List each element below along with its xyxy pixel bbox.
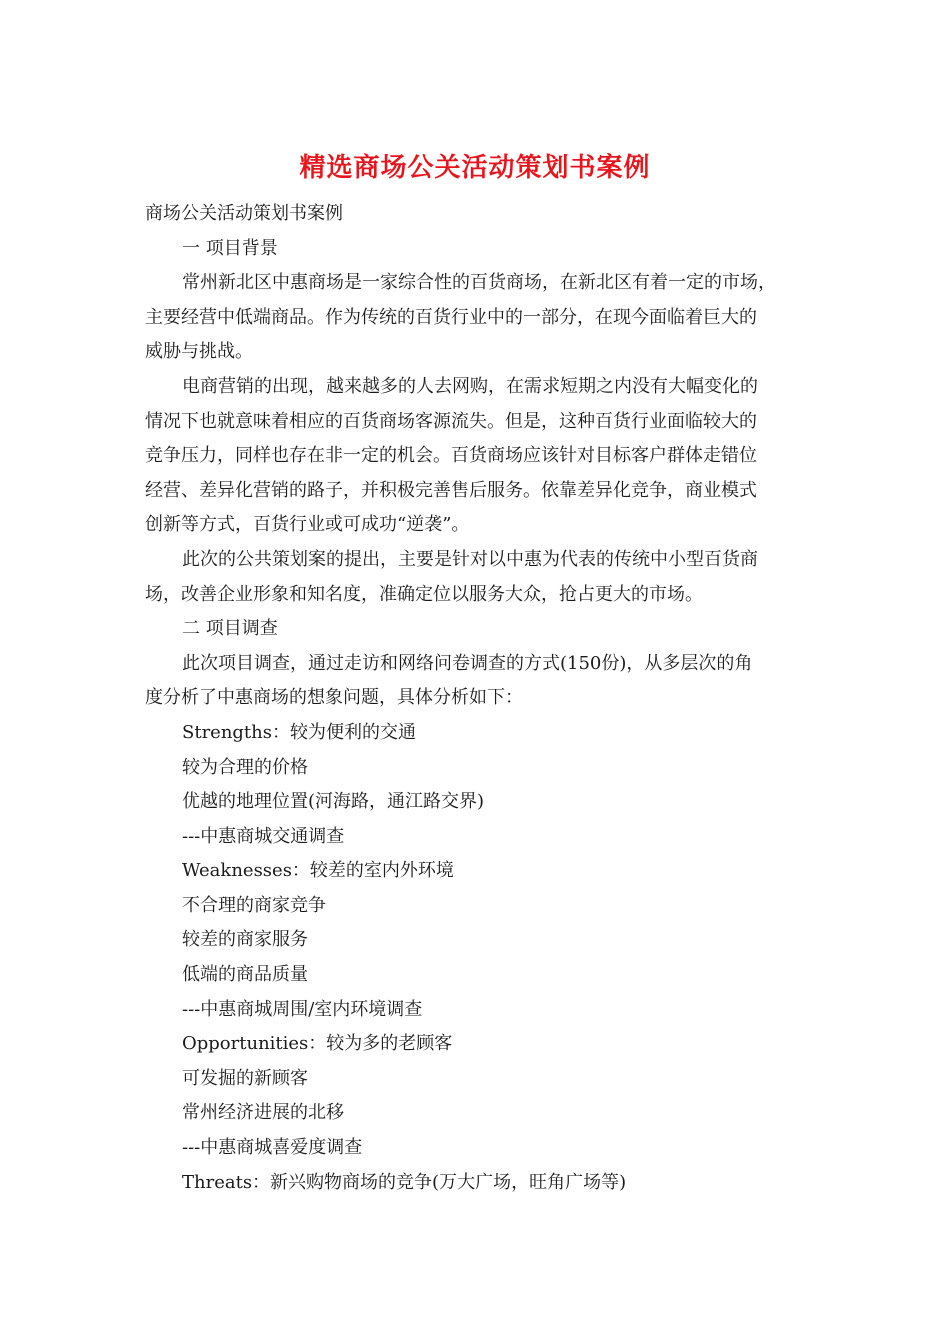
- paragraph-line: 常州经济进展的北移: [182, 1102, 344, 1124]
- paragraph-line: 主要经营中低端商品。作为传统的百货行业中的一部分，在现今面临着巨大的: [145, 306, 757, 328]
- paragraph-line: ---中惠商城交通调查: [182, 825, 345, 847]
- paragraph-line: 较为合理的价格: [182, 756, 308, 778]
- paragraph-line: 此次的公共策划案的提出，主要是针对以中惠为代表的传统中小型百货商: [182, 548, 758, 570]
- paragraph-line: ---中惠商城周围/室内环境调查: [182, 998, 423, 1020]
- paragraph-line: Strengths：较为便利的交通: [182, 721, 416, 743]
- paragraph-line: Threats：新兴购物商场的竞争(万大广场，旺角广场等): [182, 1171, 627, 1193]
- document-title: 精选商场公关活动策划书案例: [299, 153, 651, 183]
- paragraph-line: 二 项目调查: [182, 618, 278, 640]
- paragraph-line: 不合理的商家竞争: [182, 894, 326, 916]
- paragraph-line: 优越的地理位置(河海路，通江路交界): [182, 791, 485, 813]
- paragraph-line: Opportunities：较为多的老顾客: [182, 1033, 453, 1055]
- paragraph-line: 威胁与挑战。: [145, 341, 253, 363]
- document-body: [145, 197, 805, 1200]
- paragraph-line: 较差的商家服务: [182, 929, 308, 951]
- paragraph-line: 一 项目背景: [182, 237, 278, 259]
- paragraph-line: 此次项目调查，通过走访和网络问卷调查的方式(150份)，从多层次的角: [182, 652, 753, 674]
- paragraph-line: 经营、差异化营销的路子，并积极完善售后服务。依靠差异化竞争，商业模式: [145, 479, 757, 501]
- paragraph-line: 商场公关活动策划书案例: [145, 203, 343, 224]
- paragraph-line: 竞争压力，同样也存在非一定的机会。百货商场应该针对目标客户群体走错位: [145, 445, 757, 467]
- paragraph-line: 情况下也就意味着相应的百货商场客源流失。但是，这种百货行业面临较大的: [145, 410, 757, 432]
- paragraph-line: 创新等方式，百货行业或可成功“逆袭”。: [145, 514, 470, 536]
- paragraph-line: ---中惠商城喜爱度调查: [182, 1137, 363, 1159]
- paragraph-line: 场，改善企业形象和知名度，准确定位以服务大众，抢占更大的市场。: [145, 583, 703, 605]
- paragraph-line: 度分析了中惠商场的想象问题，具体分析如下：: [145, 687, 523, 709]
- paragraph-line: Weaknesses：较差的室内外环境: [182, 860, 454, 882]
- paragraph-line: 常州新北区中惠商场是一家综合性的百货商场，在新北区有着一定的市场，: [182, 272, 776, 294]
- paragraph-line: 可发掘的新顾客: [182, 1067, 308, 1089]
- paragraph-line: 电商营销的出现，越来越多的人去网购，在需求短期之内没有大幅变化的: [182, 375, 758, 397]
- paragraph-line: 低端的商品质量: [182, 964, 308, 986]
